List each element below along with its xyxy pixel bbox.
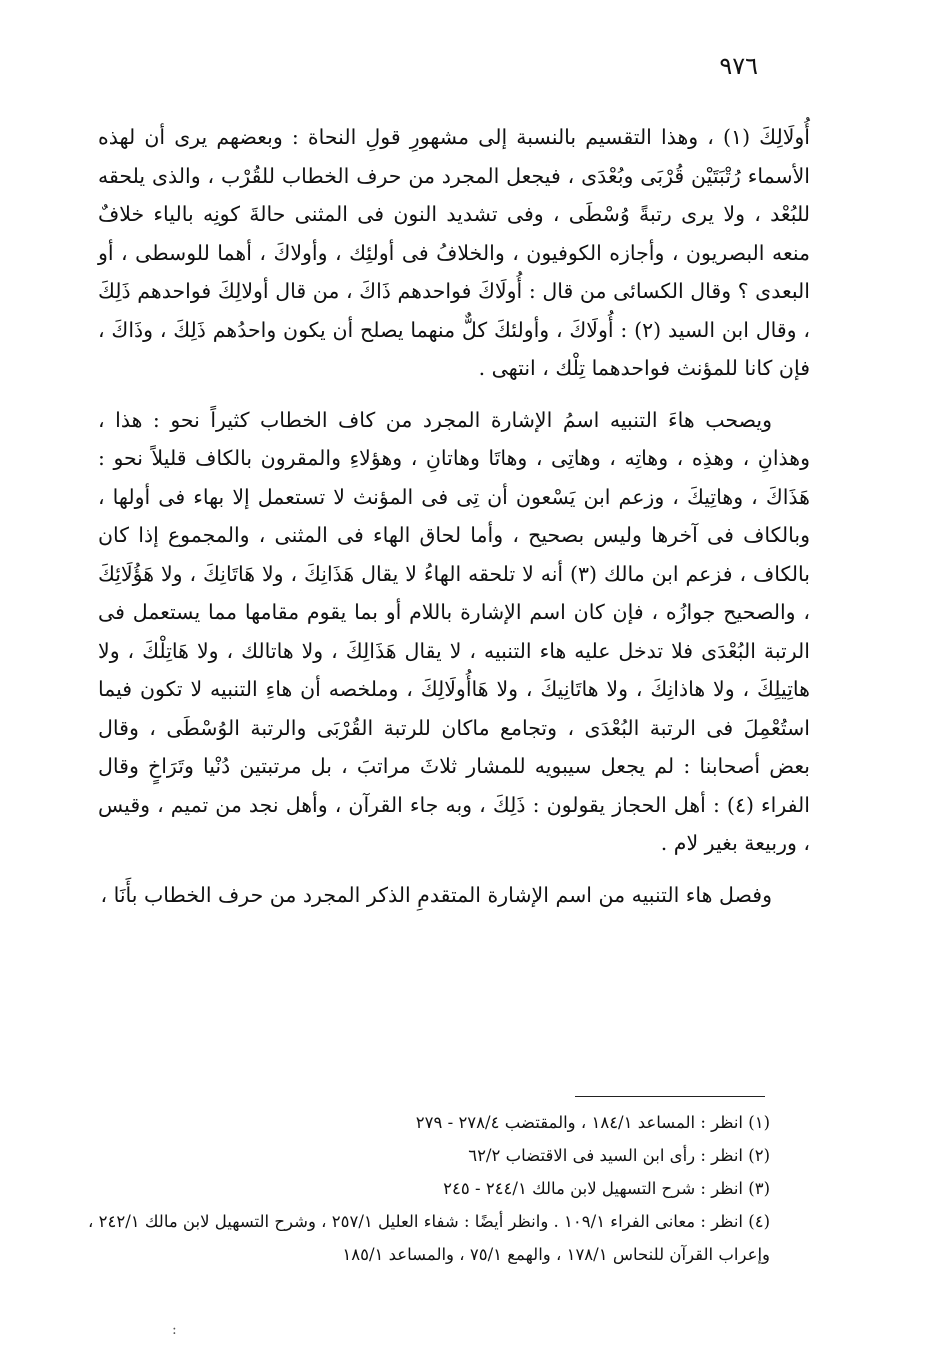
paragraph-1: أُولَالِكَ (١) ، وهذا التقسيم بالنسبة إلى مشهورِ قولِ النحاة : وبعضهم يرى أن لهذه الأسماء رُتْبَتَيْن قُرْبَى وبُعْدَى ، فيجعل المجرد من حرف الخطاب للقُرْب ، والذى يلحقه للبُعْد ، ولا يرى رتبةً وُسْطَى ، وفى تشديد النون فى المثنى حالةَ كونِه بالياء خلافٌ منعه البصريون ، وأجازه الكوفيون ، والخلافُ فى أولئِك ، وأولاكَ ، أهما للوسطى ، أو البعدى ؟ وقال الكسائى من قال : أُولَاكَ فواحدهم ذَاكَ ، من قال أولالِكَ فواحدهم ذَلِكَ ، وقال ابن السيد (٢) : أُولَاكَ ، وأولئكَ كلٌّ منهما يصلح أن يكون واحدُهم ذَلِكَ ، وذَاكَ ، فإن كانا للمؤنث فواحدهما تِلْك ، انتهى .	[98, 125, 811, 380]
footnote-4: (٤) انظر : معانى الفراء ١٠٩/١ . وانظر أيضًا : شفاء العليل ٢٥٧/١ ، وشرح التسهيل لابن مالك ٢٤٢/١ ، وإعراب القرآن للنحاس ١٧٨/١ ، والهمع ٧٥/١ ، والمساعد ١٨٥/١	[88, 1212, 770, 1264]
footnote-2: (٢) انظر : رأى ابن السيد فى الاقتضاب ٦٢/٢	[468, 1146, 770, 1165]
footnote-3: (٣) انظر : شرح التسهيل لابن مالك ٢٤٤/١ - ٢٤٥	[443, 1179, 770, 1198]
paragraph-2: ويصحب هاءَ التنبيه اسمُ الإشارة المجرد من كاف الخطاب كثيراً نحو : هذا ، وهذانِ ، وهذِه ، وهاتِه ، وهاتِى ، وهاتَا وهاتانِ ، وهؤلاءِ والمقرون بالكاف قليلاً نحو : هَذَاكَ ، وهاتِيكَ ، وزعم ابن يَسْعون أن تِى فى المؤنث لا تستعمل إلا بهاء فى أولها ، وبالكاف فى آخرها وليس بصحيح ، وأما لحاق الهاء فى المثنى ، والمجموع إذا كان بالكاف ، فزعم ابن مالك (٣) أنه لا تلحقه الهاءُ لا يقال هَذَانِكَ ، ولا هَاتَانِكَ ، ولا هَؤُلَائِكَ ، والصحيح جوازُه ، فإن كان اسم الإشارة باللام أو بما يقوم مقامها مما يستعمل فى الرتبة البُعْدَى فلا تدخل عليه هاء التنبيه ، لا يقال هَذَالِكَ ، ولا هاتالك ، ولا هَاتِلْكَ ، ولا هاتِيلِكَ ، ولا هاذانِكَ ، ولا هاتَانِيكَ ، ولا هَاأُولَالِكَ ، وملخصه أن هاءِ التنبيه لا تكون فيما استُعْمِلَ فى الرتبة البُعْدَى ، وتجامع ماكان للرتبة القُرْبَى والرتبة الوُسْطَى ، وقال بعض أصحابنا : لم يجعل سيبويه للمشار ثلاثَ مراتبَ ، بل مرتبتين دُنْيا وتَرَاخٍ وقال الفراء (٤) : أهل الحجاز يقولون : ذَلِكَ ، وبه جاء القرآن ، وأهل نجد من تميم ، وقيس ، وربيعة بغير لام .	[98, 407, 810, 855]
footnote-divider	[575, 1096, 765, 1097]
bottom-mark: :	[172, 1322, 177, 1338]
footnotes	[80, 1106, 770, 1271]
page-number: ٩٧٦	[719, 52, 758, 80]
footnote-1: (١) انظر : المساعد ١٨٤/١ ، والمقتضب ٢٧٨/٤ - ٢٧٩	[415, 1113, 770, 1132]
main-text	[98, 118, 810, 927]
paragraph-3: وفصل هاء التنبيه من اسم الإشارة المتقدمِ الذكر المجرد من حرف الخطاب بأَنَا ،	[100, 882, 772, 907]
